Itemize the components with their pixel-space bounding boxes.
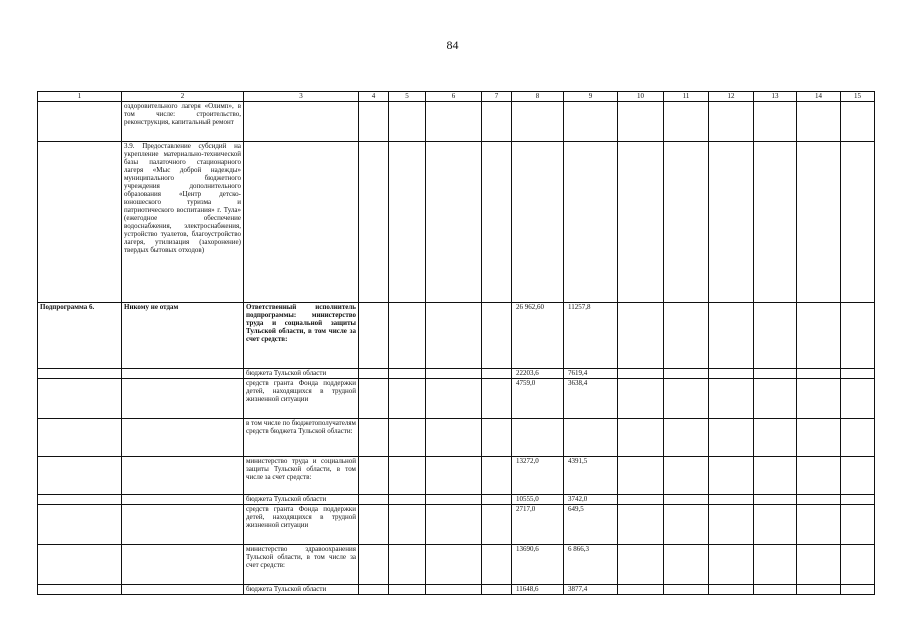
table-cell	[618, 303, 664, 369]
table-cell: 11648,6	[512, 585, 564, 595]
table-cell: 4759,0	[512, 379, 564, 419]
table-cell	[709, 505, 754, 545]
table-cell	[389, 495, 426, 505]
table-cell	[426, 495, 482, 505]
table-cell	[664, 379, 709, 419]
column-number: 2	[122, 92, 244, 102]
column-number: 4	[359, 92, 389, 102]
table-cell	[359, 505, 389, 545]
table-cell: 26 962,60	[512, 303, 564, 369]
table-cell	[482, 303, 512, 369]
table-cell	[754, 419, 797, 457]
column-number: 11	[664, 92, 709, 102]
table-cell	[618, 369, 664, 379]
table-cell: Ответственный исполнитель подпрограммы: министерство труда и социальной защиты Тульской области, в том числе за счет средств:	[244, 303, 359, 369]
column-number: 10	[618, 92, 664, 102]
table-cell	[389, 419, 426, 457]
table-cell	[841, 457, 875, 495]
table-cell	[38, 457, 122, 495]
table-cell	[841, 369, 875, 379]
table-cell	[482, 379, 512, 419]
table-cell	[797, 495, 841, 505]
table-cell	[664, 585, 709, 595]
table-cell	[482, 102, 512, 142]
table-cell	[618, 379, 664, 419]
table-cell	[38, 545, 122, 585]
table-cell: министерство здравоохранения Тульской области, в том числе за счет средств:	[244, 545, 359, 585]
table-cell: бюджета Тульской области	[244, 369, 359, 379]
table-cell	[426, 505, 482, 545]
column-number: 8	[512, 92, 564, 102]
table-cell	[618, 495, 664, 505]
table-cell	[664, 102, 709, 142]
table-cell	[512, 419, 564, 457]
table-cell	[38, 142, 122, 303]
table-cell: 13690,6	[512, 545, 564, 585]
table-cell: министерство труда и социальной защиты Тульской области, в том числе за счет средств:	[244, 457, 359, 495]
table-cell	[426, 303, 482, 369]
table-row	[38, 457, 875, 495]
table-cell	[797, 545, 841, 585]
table-cell	[426, 379, 482, 419]
table-cell	[564, 142, 618, 303]
table-cell	[482, 457, 512, 495]
table-cell: 3877,4	[564, 585, 618, 595]
table-cell	[359, 457, 389, 495]
table-cell	[359, 379, 389, 419]
table-cell	[359, 419, 389, 457]
table-row	[38, 545, 875, 585]
table-cell	[512, 142, 564, 303]
column-number: 3	[244, 92, 359, 102]
table-cell	[797, 505, 841, 545]
table-cell	[389, 102, 426, 142]
table-row	[38, 142, 875, 303]
table-cell	[389, 505, 426, 545]
table-cell	[709, 457, 754, 495]
table-cell	[122, 419, 244, 457]
table-cell: бюджета Тульской области	[244, 585, 359, 595]
table-cell: средств гранта Фонда поддержки детей, находящихся в трудной жизненной ситуации	[244, 505, 359, 545]
table-cell	[482, 419, 512, 457]
table-cell	[797, 585, 841, 595]
table-cell	[359, 369, 389, 379]
table-cell	[664, 369, 709, 379]
table-cell	[618, 585, 664, 595]
table-cell	[38, 495, 122, 505]
table-cell: 22203,6	[512, 369, 564, 379]
table-cell	[754, 505, 797, 545]
table-cell: 3638,4	[564, 379, 618, 419]
table-cell	[841, 505, 875, 545]
table-cell	[754, 102, 797, 142]
table-cell	[709, 369, 754, 379]
table-cell	[618, 419, 664, 457]
table-row	[38, 303, 875, 369]
table-cell: Подпрограмма 6.	[38, 303, 122, 369]
table-cell	[797, 457, 841, 495]
table-cell	[389, 142, 426, 303]
table-cell	[38, 369, 122, 379]
table-cell	[38, 102, 122, 142]
table-cell: 4391,5	[564, 457, 618, 495]
table-cell	[389, 545, 426, 585]
table-cell	[841, 142, 875, 303]
table-cell	[709, 379, 754, 419]
table-cell	[564, 419, 618, 457]
column-number: 7	[482, 92, 512, 102]
column-number-row	[38, 92, 875, 102]
table-cell	[797, 369, 841, 379]
table-cell: 10555,0	[512, 495, 564, 505]
table-cell	[841, 495, 875, 505]
table-row	[38, 102, 875, 142]
table-cell	[244, 142, 359, 303]
table-cell	[664, 457, 709, 495]
table-cell	[618, 505, 664, 545]
table-cell	[38, 505, 122, 545]
table-cell	[426, 142, 482, 303]
table-cell	[664, 303, 709, 369]
table-cell	[122, 369, 244, 379]
table-cell	[754, 585, 797, 595]
table-cell	[426, 585, 482, 595]
table-cell	[841, 379, 875, 419]
table-cell	[426, 102, 482, 142]
budget-table	[37, 91, 875, 595]
table-cell: 11257,8	[564, 303, 618, 369]
table-cell	[122, 457, 244, 495]
table-cell	[754, 495, 797, 505]
table-cell	[709, 419, 754, 457]
table-cell	[122, 505, 244, 545]
page-number: 84	[446, 38, 459, 52]
table-cell	[389, 303, 426, 369]
column-number: 14	[797, 92, 841, 102]
table-row	[38, 505, 875, 545]
table-cell	[754, 379, 797, 419]
table-cell	[664, 545, 709, 585]
table-cell	[426, 369, 482, 379]
table-cell: бюджета Тульской области	[244, 495, 359, 505]
column-number: 12	[709, 92, 754, 102]
table-cell	[754, 545, 797, 585]
table-cell	[122, 495, 244, 505]
table-cell	[754, 369, 797, 379]
table-cell	[618, 142, 664, 303]
table-cell: 3.9. Предоставление субсидий на укрепление материально-технической базы палаточного стационарного лагеря «Мыс доброй надежды» муниципального бюджетного учреждения дополнительного образования «Центр детско-юношеского туризма и патриотического воспитания» г. Тула» (ежегодное обеспечение водоснабжения, электроснабжения, устройство туалетов, благоустройство лагеря, утилизация (захоронение) твердых бытовых отходов)	[122, 142, 244, 303]
table-cell	[797, 419, 841, 457]
table-cell	[841, 545, 875, 585]
table-cell: 649,5	[564, 505, 618, 545]
table-cell	[122, 379, 244, 419]
table-cell	[797, 303, 841, 369]
table-cell	[244, 102, 359, 142]
table-cell: в том числе по бюджетополучателям средств бюджета Тульской области:	[244, 419, 359, 457]
table-cell	[122, 585, 244, 595]
table-cell: 13272,0	[512, 457, 564, 495]
table-row	[38, 495, 875, 505]
table-row	[38, 379, 875, 419]
table-cell: средств гранта Фонда поддержки детей, находящихся в трудной жизненной ситуации	[244, 379, 359, 419]
table-cell	[709, 142, 754, 303]
table-cell	[38, 585, 122, 595]
column-number: 15	[841, 92, 875, 102]
table-cell	[797, 379, 841, 419]
table-cell	[426, 419, 482, 457]
table-cell	[709, 585, 754, 595]
table-cell: 7619,4	[564, 369, 618, 379]
table-cell	[389, 369, 426, 379]
table-cell: Никому не отдам	[122, 303, 244, 369]
table-cell	[754, 457, 797, 495]
table-cell	[38, 419, 122, 457]
table-cell	[754, 142, 797, 303]
table-cell	[664, 505, 709, 545]
table-cell	[38, 379, 122, 419]
table-row	[38, 369, 875, 379]
column-number: 9	[564, 92, 618, 102]
table-cell	[797, 102, 841, 142]
table-cell	[482, 585, 512, 595]
table-cell	[618, 545, 664, 585]
table-cell	[564, 102, 618, 142]
column-number: 6	[426, 92, 482, 102]
table-cell	[482, 545, 512, 585]
table-cell	[618, 102, 664, 142]
table-cell	[359, 545, 389, 585]
table-cell	[389, 457, 426, 495]
table-cell	[426, 545, 482, 585]
table-cell	[359, 495, 389, 505]
table-cell	[389, 379, 426, 419]
table-cell	[841, 419, 875, 457]
table-cell: 6 866,3	[564, 545, 618, 585]
table-cell	[664, 142, 709, 303]
table-cell: 3742,0	[564, 495, 618, 505]
table-cell	[359, 142, 389, 303]
table-cell	[512, 102, 564, 142]
table-cell	[841, 102, 875, 142]
table-cell	[359, 102, 389, 142]
table-cell: 2717,0	[512, 505, 564, 545]
table-row	[38, 585, 875, 595]
table-cell	[664, 495, 709, 505]
table-cell	[754, 303, 797, 369]
table-cell	[841, 585, 875, 595]
table-cell: оздоровительного лагеря «Олимп», в том числе: строительство, реконструкция, капитальный ремонт	[122, 102, 244, 142]
table-cell	[426, 457, 482, 495]
table-cell	[482, 142, 512, 303]
table-cell	[709, 303, 754, 369]
table-cell	[841, 303, 875, 369]
table-cell	[618, 457, 664, 495]
table-cell	[709, 495, 754, 505]
column-number: 13	[754, 92, 797, 102]
table-cell	[389, 585, 426, 595]
table-cell	[709, 102, 754, 142]
table-cell	[122, 545, 244, 585]
table-cell	[482, 505, 512, 545]
table-cell	[797, 142, 841, 303]
table-cell	[482, 495, 512, 505]
table-cell	[664, 419, 709, 457]
column-number: 1	[38, 92, 122, 102]
column-number: 5	[389, 92, 426, 102]
table-cell	[359, 303, 389, 369]
table-cell	[709, 545, 754, 585]
table-cell	[359, 585, 389, 595]
table-cell	[482, 369, 512, 379]
table-row	[38, 419, 875, 457]
